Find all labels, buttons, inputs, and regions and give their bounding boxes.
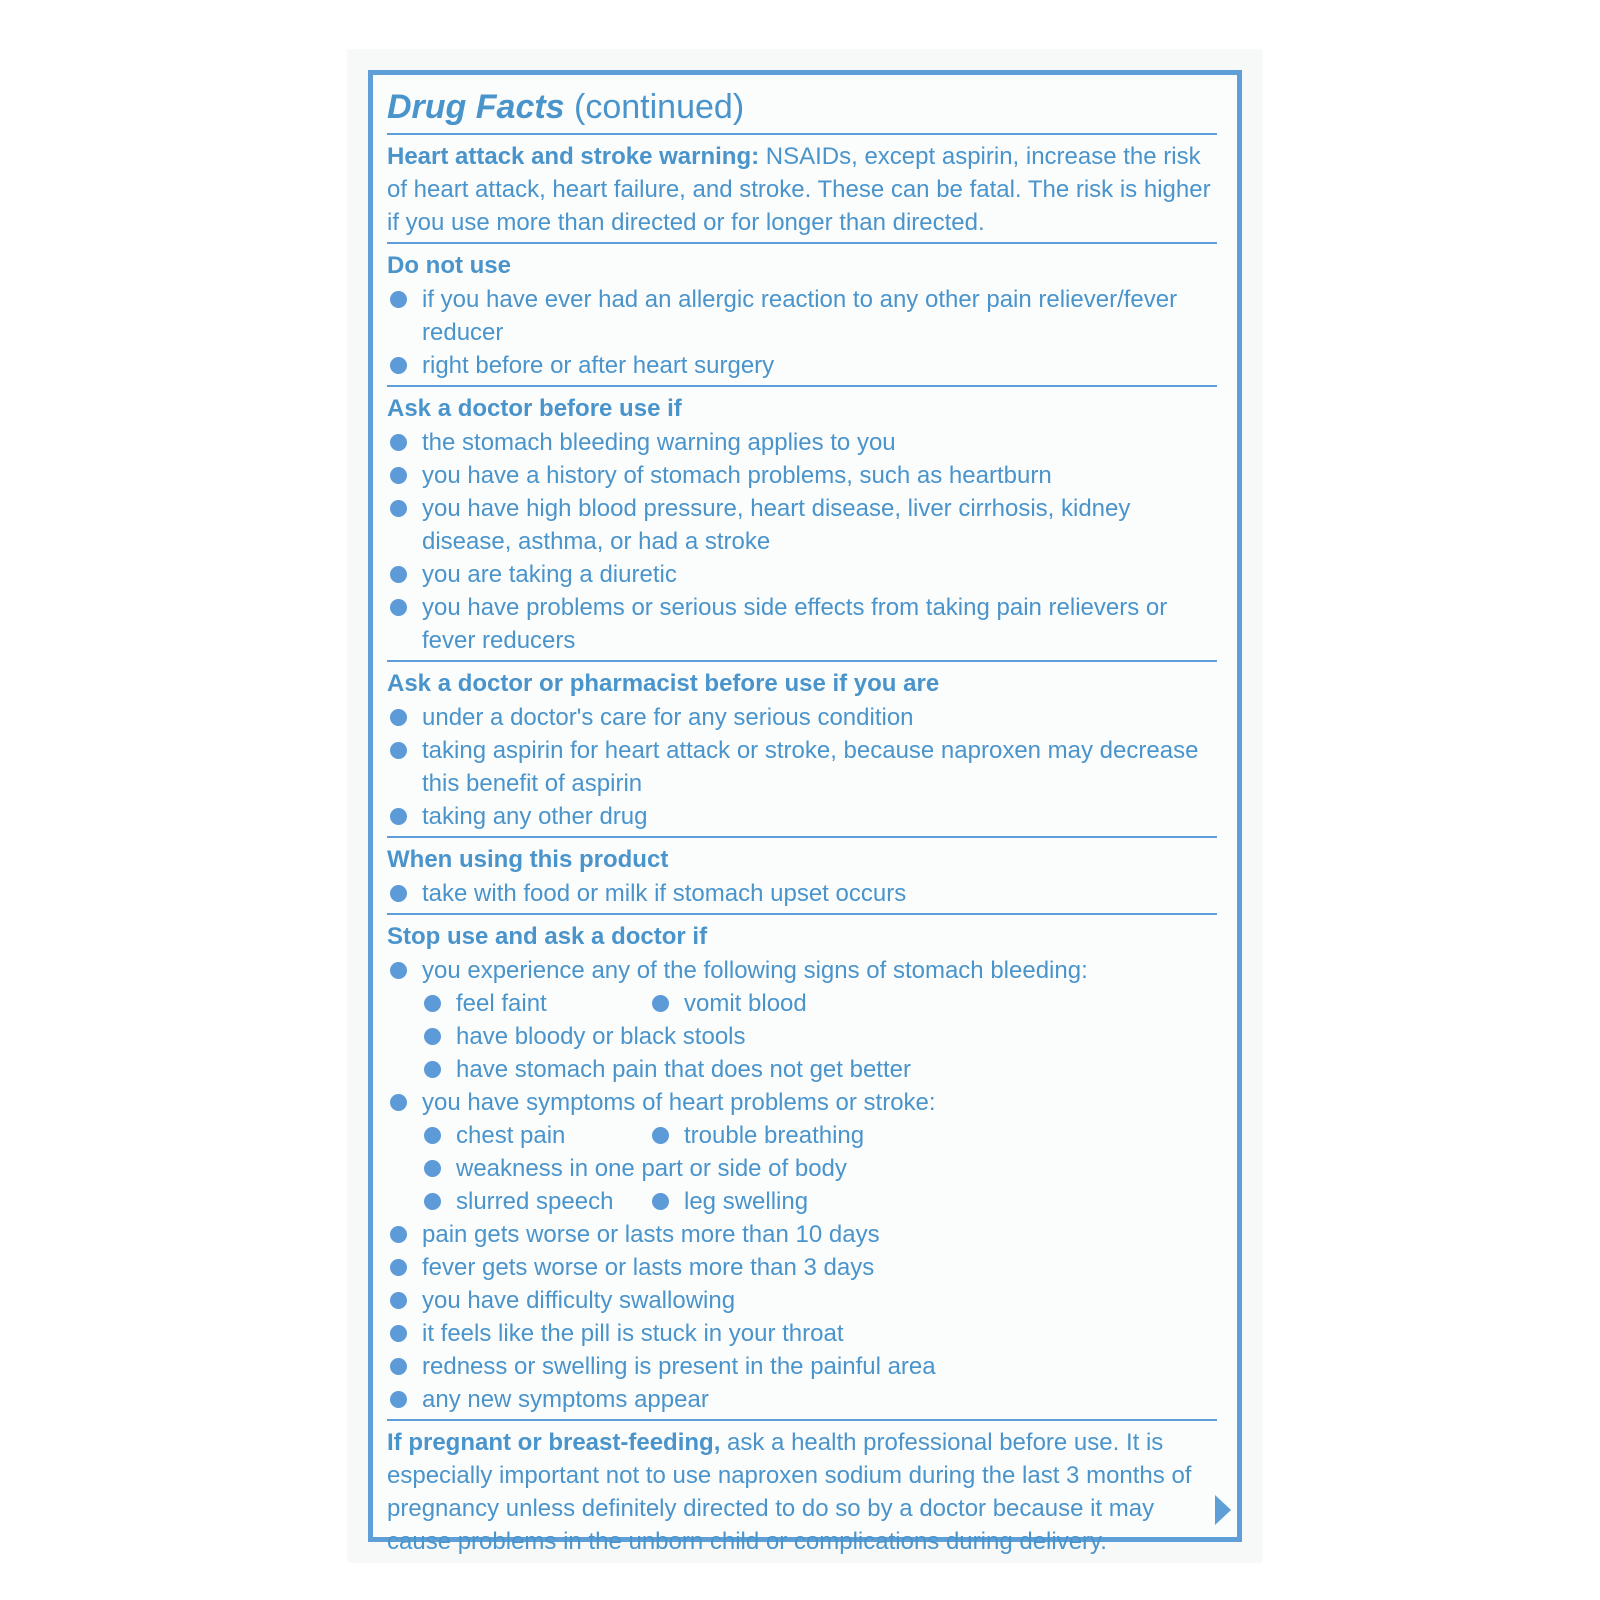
- pregnant-lead: If pregnant or breast-feeding,: [387, 1429, 721, 1456]
- list-item: [387, 426, 1217, 459]
- bullet-dot-icon: [390, 1094, 407, 1111]
- ask-doctor-section: [387, 387, 1217, 662]
- bullet-dot-icon: [424, 1061, 441, 1078]
- bullet-dot-icon: [390, 808, 407, 825]
- sub-list-item: [422, 1053, 911, 1086]
- list-item-text: the stomach bleeding warning applies to you: [422, 429, 896, 456]
- bullet-dot-icon: [390, 500, 407, 517]
- when-using-section: [387, 838, 1217, 915]
- sub-list-item: [650, 987, 807, 1020]
- sub-row: [422, 987, 1217, 1020]
- sub-row: [422, 1152, 1217, 1185]
- list-item-text: you are taking a diuretic: [422, 561, 677, 588]
- sub-list-item-text: slurred speech: [456, 1188, 614, 1215]
- list-item: [387, 349, 1217, 382]
- sub-list-item-text: weakness in one part or side of body: [456, 1155, 847, 1182]
- list-item-text: you have difficulty swallowing: [422, 1287, 736, 1314]
- sub-list-item-text: chest pain: [456, 1122, 566, 1149]
- list-item-text: any new symptoms appear: [422, 1386, 709, 1413]
- bullet-dot-icon: [390, 1391, 407, 1408]
- heart-warning-section: [387, 135, 1217, 244]
- stop-use-heading: Stop use and ask a doctor if: [387, 923, 708, 950]
- list-item-text: take with food or milk if stomach upset occurs: [422, 880, 907, 907]
- bullet-dot-icon: [652, 995, 669, 1012]
- bullet-dot-icon: [390, 962, 407, 979]
- list-item-text: pain gets worse or lasts more than 10 days: [422, 1221, 880, 1248]
- drug-facts-panel: [368, 70, 1242, 1555]
- list-item-text: you have high blood pressure, heart disease, liver cirrhosis, kidney disease, asthma, or had a stroke: [422, 495, 1131, 555]
- do-not-use-heading: Do not use: [387, 252, 511, 279]
- bullet-dot-icon: [424, 995, 441, 1012]
- bullet-dot-icon: [390, 1325, 407, 1342]
- list-item: [387, 492, 1217, 558]
- sub-row: [422, 1020, 1217, 1053]
- bullet-dot-icon: [390, 885, 407, 902]
- list-item-text: it feels like the pill is stuck in your throat: [422, 1320, 844, 1347]
- continue-arrow-icon: [1215, 1495, 1231, 1525]
- stop-use-section: [387, 915, 1217, 1421]
- list-item: [387, 1383, 1217, 1416]
- list-item-text: taking any other drug: [422, 803, 648, 830]
- page-title: [387, 83, 1217, 135]
- drug-facts-card: [348, 50, 1262, 1562]
- sub-list-item-text: vomit blood: [684, 990, 807, 1017]
- list-item-text: you have problems or serious side effects from taking pain relievers or fever reducers: [422, 594, 1168, 654]
- list-item-text: fever gets worse or lasts more than 3 days: [422, 1254, 875, 1281]
- title-main: Drug Facts: [387, 88, 565, 126]
- bullet-dot-icon: [390, 1259, 407, 1276]
- list-item-text: taking aspirin for heart attack or stroke, because naproxen may decrease this benefit of aspirin: [422, 737, 1199, 797]
- bullet-dot-icon: [390, 434, 407, 451]
- bullet-dot-icon: [390, 291, 407, 308]
- bullet-dot-icon: [424, 1160, 441, 1177]
- when-using-heading: When using this product: [387, 846, 669, 873]
- sub-list-item-text: feel faint: [456, 990, 547, 1017]
- bullet-dot-icon: [390, 1358, 407, 1375]
- pregnant-section: [387, 1421, 1217, 1558]
- list-item: [387, 1350, 1217, 1383]
- drug-facts-content: [387, 83, 1217, 1558]
- bullet-dot-icon: [424, 1028, 441, 1045]
- list-item-text: if you have ever had an allergic reaction to any other pain reliever/fever reducer: [422, 286, 1178, 346]
- ask-pharmacist-section: [387, 662, 1217, 838]
- stop-use-list: [387, 954, 1217, 1416]
- sub-list-item: [422, 1119, 565, 1152]
- ask-pharmacist-list: [387, 701, 1217, 833]
- bullet-dot-icon: [390, 357, 407, 374]
- bullet-dot-icon: [424, 1193, 441, 1210]
- list-item-text: right before or after heart surgery: [422, 352, 775, 379]
- sub-list-item-text: have bloody or black stools: [456, 1023, 746, 1050]
- title-suffix: (continued): [564, 88, 745, 126]
- list-item: [387, 1218, 1217, 1251]
- list-item: [387, 800, 1217, 833]
- bullet-dot-icon: [390, 742, 407, 759]
- list-item-text: you experience any of the following signs of stomach bleeding:: [422, 957, 1088, 984]
- bullet-dot-icon: [390, 467, 407, 484]
- bullet-dot-icon: [390, 599, 407, 616]
- bullet-dot-icon: [652, 1193, 669, 1210]
- list-item: [387, 734, 1217, 800]
- sub-list-item-text: trouble breathing: [684, 1122, 865, 1149]
- sub-list-item: [422, 1185, 613, 1218]
- sub-list-item: [650, 1185, 808, 1218]
- heart-warning-text: NSAIDs, except aspirin, increase the risk of heart attack, heart failure, and stroke. These can be fatal. The risk is higher if you use more than directed or for longer than directed.: [387, 143, 1211, 236]
- list-item: [387, 1086, 1217, 1218]
- sub-list-item: [650, 1119, 864, 1152]
- ask-doctor-list: [387, 426, 1217, 657]
- sub-row: [422, 1185, 1217, 1218]
- list-item: [387, 283, 1217, 349]
- bullet-dot-icon: [390, 1292, 407, 1309]
- bullet-dot-icon: [390, 1226, 407, 1243]
- list-item-text: under a doctor's care for any serious condition: [422, 704, 914, 731]
- bullet-dot-icon: [424, 1127, 441, 1144]
- when-using-list: [387, 877, 1217, 910]
- pregnant-paragraph: [387, 1426, 1217, 1558]
- heart-warning-lead: Heart attack and stroke warning:: [387, 143, 760, 170]
- sub-list-item: [422, 1020, 746, 1053]
- pregnant-text: ask a health professional before use. It is especially important not to use naproxen sodium during the last 3 months of pregnancy unless definitely directed to do so by a doctor because it may cause problems in the unborn child or complications during delivery.: [387, 1429, 1192, 1555]
- list-item: [387, 954, 1217, 1086]
- list-item: [387, 459, 1217, 492]
- sub-row: [422, 1053, 1217, 1086]
- bullet-dot-icon: [652, 1127, 669, 1144]
- list-item-text: you have a history of stomach problems, such as heartburn: [422, 462, 1052, 489]
- ask-pharmacist-heading: Ask a doctor or pharmacist before use if you are: [387, 670, 940, 697]
- list-item: [387, 1251, 1217, 1284]
- list-item: [387, 591, 1217, 657]
- do-not-use-section: [387, 244, 1217, 387]
- list-item: [387, 558, 1217, 591]
- sub-list-item: [422, 1152, 847, 1185]
- sub-list-item: [422, 987, 547, 1020]
- bullet-dot-icon: [390, 566, 407, 583]
- list-item: [387, 701, 1217, 734]
- list-item-text: redness or swelling is present in the painful area: [422, 1353, 936, 1380]
- sub-row: [422, 1119, 1217, 1152]
- bullet-dot-icon: [390, 709, 407, 726]
- list-item: [387, 1317, 1217, 1350]
- ask-doctor-heading: Ask a doctor before use if: [387, 395, 682, 422]
- list-item: [387, 877, 1217, 910]
- sub-list-item-text: leg swelling: [684, 1188, 809, 1215]
- list-item: [387, 1284, 1217, 1317]
- do-not-use-list: [387, 283, 1217, 382]
- list-item-text: you have symptoms of heart problems or stroke:: [422, 1089, 936, 1116]
- sub-list-item-text: have stomach pain that does not get better: [456, 1056, 911, 1083]
- heart-warning-paragraph: [387, 140, 1217, 239]
